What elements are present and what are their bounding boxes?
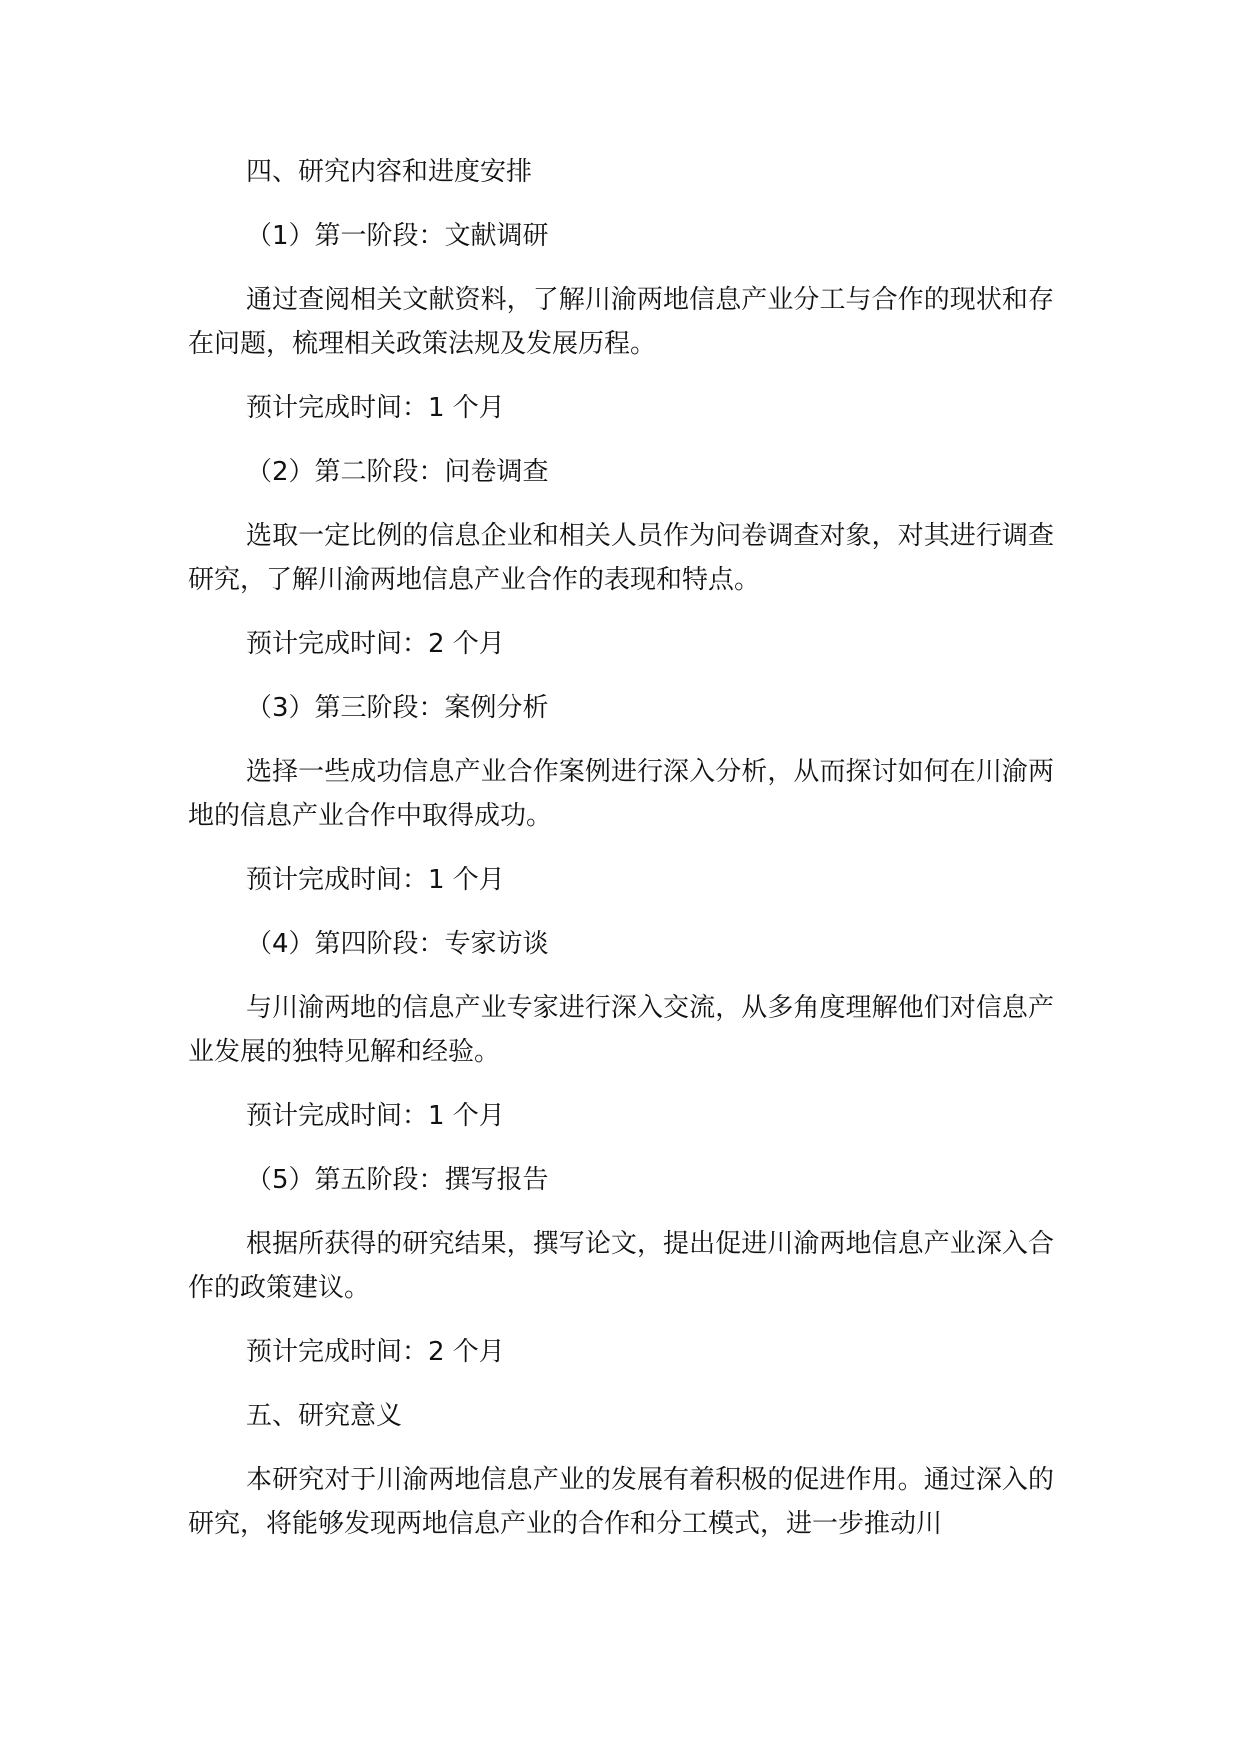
stage-3-title: （3）第三阶段：案例分析	[246, 693, 549, 723]
stage-2-time: 预计完成时间：2 个月	[246, 629, 505, 659]
stage-5-title: （5）第五阶段：撰写报告	[246, 1165, 549, 1195]
stage-5-time: 预计完成时间：2 个月	[246, 1337, 505, 1367]
stage-4-body: 与川渝两地的信息产业专家进行深入交流，从多角度理解他们对信息产业发展的独特见解和经验。	[188, 993, 1054, 1067]
section-heading-significance: 五、研究意义	[246, 1401, 403, 1431]
stage-2-body: 选取一定比例的信息企业和相关人员作为问卷调查对象，对其进行调查研究，了解川渝两地信息产业合作的表现和特点。	[188, 521, 1054, 595]
stage-3-body: 选择一些成功信息产业合作案例进行深入分析，从而探讨如何在川渝两地的信息产业合作中取得成功。	[188, 757, 1054, 831]
stage-3-time: 预计完成时间：1 个月	[246, 865, 505, 895]
section-heading-research-content: 四、研究内容和进度安排	[246, 157, 533, 187]
document-page	[188, 150, 1054, 1546]
stage-1-body: 通过查阅相关文献资料，了解川渝两地信息产业分工与合作的现状和存在问题，梳理相关政策法规及发展历程。	[188, 285, 1054, 359]
stage-5-body: 根据所获得的研究结果，撰写论文，提出促进川渝两地信息产业深入合作的政策建议。	[188, 1229, 1054, 1303]
stage-4-time: 预计完成时间：1 个月	[246, 1101, 505, 1131]
stage-2-title: （2）第二阶段：问卷调查	[246, 457, 549, 487]
stage-1-title: （1）第一阶段：文献调研	[246, 221, 549, 251]
stage-4-title: （4）第四阶段：专家访谈	[246, 929, 549, 959]
significance-body: 本研究对于川渝两地信息产业的发展有着积极的促进作用。通过深入的研究，将能够发现两地信息产业的合作和分工模式，进一步推动川	[188, 1465, 1054, 1539]
stage-1-time: 预计完成时间：1 个月	[246, 393, 505, 423]
